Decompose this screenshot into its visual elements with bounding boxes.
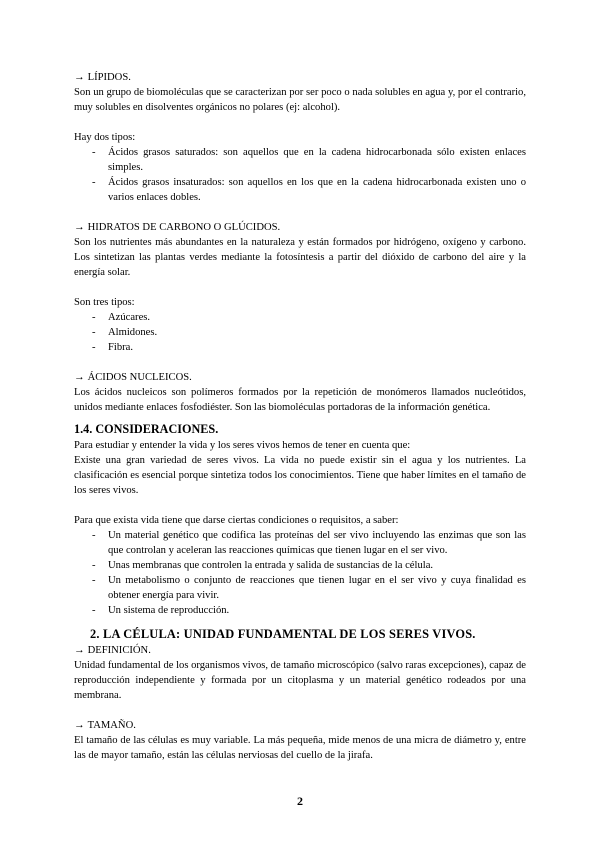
lipidos-intro: Son un grupo de biomoléculas que se caracterizan por ser poco o nada solubles en agua y, por el contrario, muy solubles en disolventes orgánicos no polares (ej: alcohol).	[74, 87, 526, 113]
dash-bullet: -	[92, 605, 96, 616]
arrow-icon: →	[74, 72, 85, 83]
tamano-heading: → TAMAÑO.	[74, 720, 136, 731]
list-item: - Ácidos grasos saturados: son aquellos que en la cadena hidrocarbonada sólo existen enlaces simples.	[92, 147, 526, 173]
list-item: - Ácidos grasos insaturados: son aquellos en los que en la cadena hidrocarbonada existen uno o varios enlaces dobles.	[92, 177, 526, 203]
list-item: - Unas membranas que controlen la entrada y salida de sustancias de la célula.	[92, 560, 434, 571]
hidratos-heading: → HIDRATOS DE CARBONO O GLÚCIDOS.	[74, 222, 281, 233]
dash-bullet: -	[92, 312, 96, 323]
list-item: - Un sistema de reproducción.	[92, 605, 230, 616]
dash-bullet: -	[92, 560, 96, 571]
dash-bullet: -	[92, 177, 96, 188]
arrow-icon: →	[74, 720, 85, 731]
page-number: 2	[297, 794, 303, 808]
hidratos-types-intro: Son tres tipos:	[74, 297, 135, 308]
definicion-heading: → DEFINICIÓN.	[74, 645, 151, 656]
lipidos-types-intro: Hay dos tipos:	[74, 132, 136, 143]
lipidos-heading: → LÍPIDOS.	[74, 72, 131, 83]
lipidos-types-list	[74, 145, 526, 205]
dash-bullet: -	[92, 575, 96, 586]
chapter-title: 2. LA CÉLULA: UNIDAD FUNDAMENTAL DE LOS SERES VIVOS.	[90, 627, 476, 641]
tamano-text: El tamaño de las células es muy variable. La más pequeña, mide menos de una micra de diámetro y, entre las de mayor tamaño, están las células nerviosas del cuello de la jirafa.	[74, 735, 526, 761]
list-item: - Almidones.	[92, 327, 158, 338]
list-item: - Fibra.	[92, 342, 134, 353]
dash-bullet: -	[92, 342, 96, 353]
list-item: - Un material genético que codifica las proteínas del ser vivo incluyendo las enzimas que son las que controlan y aceleran las reacciones químicas que tienen lugar en el ser vivo.	[92, 530, 526, 556]
consideraciones-line1: Para estudiar y entender la vida y los seres vivos hemos de tener en cuenta que:	[74, 440, 411, 451]
list-item: - Un metabolismo o conjunto de reacciones que tienen lugar en el ser vivo y cuya finalidad es obtener energía para vivir.	[92, 575, 526, 601]
list-item: - Azúcares.	[92, 312, 151, 323]
dash-bullet: -	[92, 530, 96, 541]
hidratos-intro: Son los nutrientes más abundantes en la naturaleza y están formados por hidrógeno, oxígeno y carbono. Los sintetizan las plantas verdes mediante la fotosíntesis a partir del dióxido de carbono del aire y la energía solar.	[74, 237, 526, 278]
acidos-heading: → ÁCIDOS NUCLEICOS.	[74, 372, 192, 383]
document-page	[74, 70, 526, 763]
dash-bullet: -	[92, 327, 96, 338]
arrow-icon: →	[74, 372, 85, 383]
arrow-icon: →	[74, 645, 85, 656]
conditions-list	[74, 528, 526, 618]
consideraciones-para1: Existe una gran variedad de seres vivos. La vida no puede existir sin el agua y los nutrientes. La clasificación es esencial porque sintetiza todos los conocimientos. Tiene que haber límites en el tamaño de los seres vivos.	[74, 455, 526, 496]
arrow-icon: →	[74, 222, 85, 233]
consideraciones-para2: Para que exista vida tiene que darse ciertas condiciones o requisitos, a saber:	[74, 515, 399, 526]
acidos-intro: Los ácidos nucleicos son polímeros formados por la repetición de monómeros llamados nucleótidos, unidos mediante enlaces fosfodiéster. Son las biomoléculas portadoras de la información genética.	[74, 387, 526, 413]
hidratos-types-list	[74, 310, 526, 355]
definicion-text: Unidad fundamental de los organismos vivos, de tamaño microscópico (salvo raras excepciones), capaz de reproducción independiente y formada por un citoplasma y un material genético rodeados por una membrana.	[74, 660, 526, 701]
section-title-consideraciones: 1.4. CONSIDERACIONES.	[74, 422, 219, 436]
dash-bullet: -	[92, 147, 96, 158]
